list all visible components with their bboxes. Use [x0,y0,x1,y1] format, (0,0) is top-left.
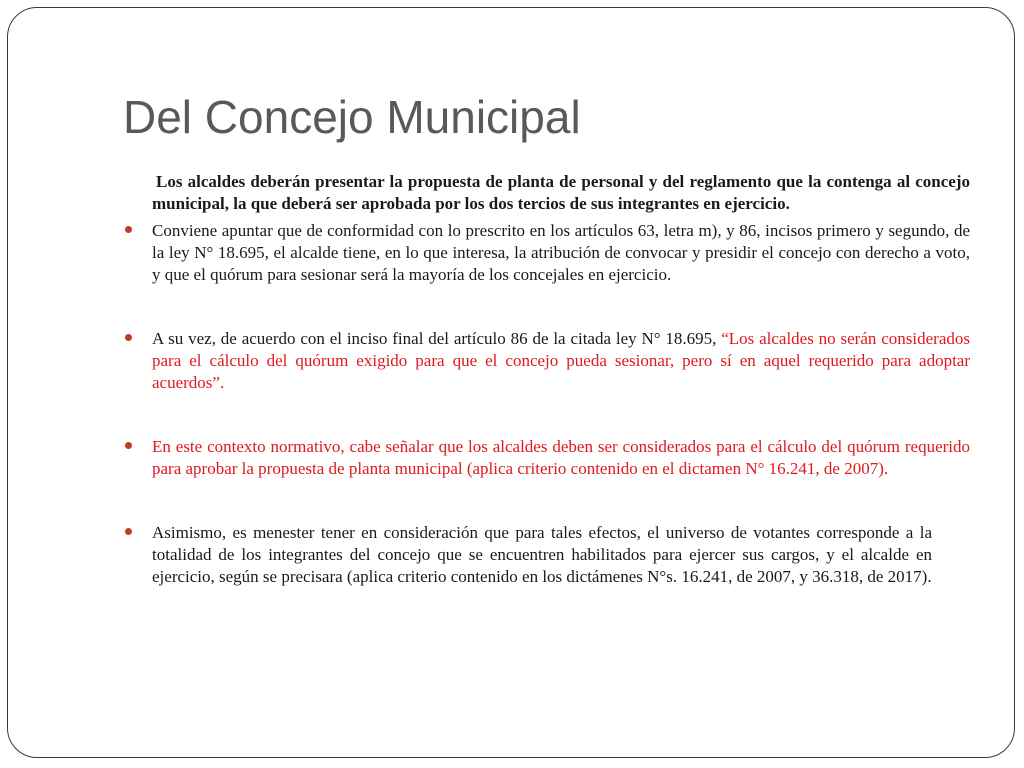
bullet-text: Conviene apuntar que de conformidad con lo prescrito en los artículos 63, letra m), y 86, incisos primero y segundo, de la ley N° 18.695, el alcalde tiene, en lo que interesa, la atribución de convocar y presidir el concejo con derecho a voto, y que el quórum para sesionar será la mayoría de los concejales en ejercicio. [152,221,970,284]
quoted-text: “Los alcaldes no serán considerados para el cálculo del quórum exigido para que el concejo pueda sesionar, pero sí en aquel requerido para adoptar acuerdos”. [152,329,970,392]
bullet-dot-icon [125,226,132,233]
bullet-item-4 [120,522,932,588]
bullet-dot-icon [125,528,132,535]
intro-text: Los alcaldes deberán presentar la propuesta de planta de personal y del reglamento que la contenga al concejo municipal, la que deberá ser aprobada por los dos tercios de sus integrantes en ejercicio. [152,172,970,213]
bullet-text: En este contexto normativo, cabe señalar que los alcaldes deben ser considerados para el cálculo del quórum requerido para aprobar la propuesta de planta municipal (aplica criterio contenido en el dictamen N° 16.241, de 2007). [152,437,970,478]
bullet-text: A su vez, de acuerdo con el inciso final del artículo 86 de la citada ley N° 18.695, [152,329,722,348]
bullet-item-1 [120,220,970,286]
bullet-dot-icon [125,442,132,449]
slide-body [120,171,970,588]
bullet-item-3 [120,436,970,480]
bullet-text: Asimismo, es menester tener en consideración que para tales efectos, el universo de votantes corresponde a la totalidad de los integrantes del concejo que se encuentren habilitados para ejercer sus cargos, y el alcalde en ejercicio, según se precisara (aplica criterio contenido en los dictámenes N°s. 16.241, de 2007, y 36.318, de 2017). [152,523,932,586]
slide-frame [7,7,1015,758]
bullet-item-2 [120,328,970,394]
slide-title: Del Concejo Municipal [123,91,581,143]
bullet-dot-icon [125,334,132,341]
intro-paragraph [120,171,970,215]
